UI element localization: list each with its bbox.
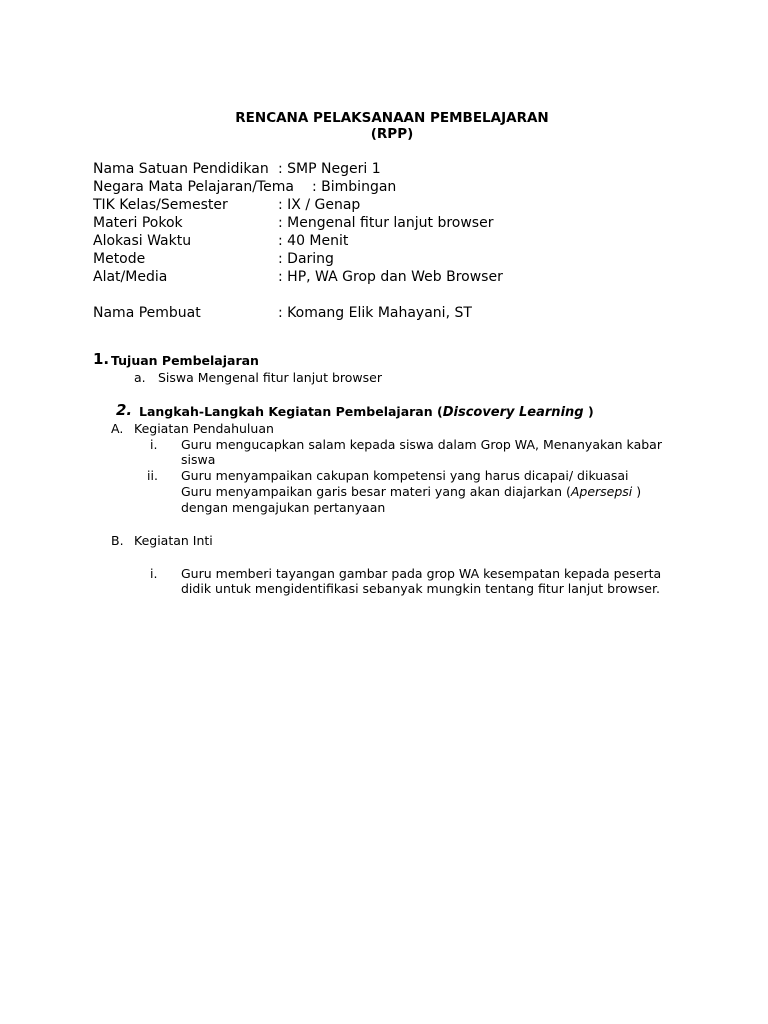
field-row: [93, 269, 503, 286]
field-label: TIK Kelas/Semester: [93, 197, 228, 213]
field-label: Alat/Media: [93, 269, 168, 285]
field-value: : HP, WA Grop dan Web Browser: [278, 269, 503, 285]
section-heading: Langkah-Langkah Kegiatan Pembelajaran (Discovery Learning ): [139, 404, 594, 420]
field-label: Alokasi Waktu: [93, 233, 192, 249]
list-item: Siswa Mengenal fitur lanjut browser: [158, 370, 382, 385]
field-label: Materi Pokok: [93, 215, 183, 231]
list-item-continuation: didik untuk mengidentifikasi sebanyak mungkin tentang fitur lanjut browser.: [181, 581, 660, 596]
subsection-title: Kegiatan Pendahuluan: [134, 421, 274, 436]
field-row: [93, 179, 397, 196]
field-value: : IX / Genap: [278, 197, 361, 213]
list-item: Guru menyampaikan garis besar materi yang akan diajarkan (Apersepsi ): [181, 484, 642, 499]
field-label: Negara Mata Pelajaran/Tema: [93, 179, 294, 195]
field-label: Nama Satuan Pendidikan: [93, 161, 269, 177]
field-label: Metode: [93, 251, 146, 267]
field-row: [93, 251, 334, 268]
list-item-continuation: dengan mengajukan pertanyaan: [181, 500, 386, 515]
document-subtitle: (RPP): [370, 126, 414, 142]
list-marker: i.: [150, 437, 158, 452]
field-row: [93, 161, 381, 178]
section-number: 2.: [116, 401, 133, 419]
field-value: : SMP Negeri 1: [278, 161, 381, 177]
list-marker: a.: [134, 370, 146, 385]
section-heading: Tujuan Pembelajaran: [111, 353, 259, 368]
document-title: RENCANA PELAKSANAAN PEMBELAJARAN: [235, 110, 549, 126]
subsection-title: Kegiatan Inti: [134, 533, 213, 548]
list-item: Guru mengucapkan salam kepada siswa dalam Grop WA, Menanyakan kabar: [181, 437, 662, 452]
field-row: [93, 197, 361, 214]
author-value: : Komang Elik Mahayani, ST: [278, 305, 472, 321]
field-value: : Mengenal fitur lanjut browser: [278, 215, 494, 231]
text-emphasis: Apersepsi: [570, 484, 633, 499]
heading-emphasis: Discovery Learning: [442, 405, 584, 420]
list-marker: ii.: [147, 468, 158, 483]
list-item: Guru menyampaikan cakupan kompetensi yang harus dicapai/ dikuasai: [181, 468, 629, 483]
field-value: : Bimbingan: [312, 179, 397, 195]
list-marker: A.: [111, 421, 124, 436]
author-label: Nama Pembuat: [93, 305, 201, 321]
field-value: : Daring: [278, 251, 334, 267]
list-marker: i.: [150, 566, 158, 581]
section-number: 1.: [93, 350, 110, 368]
field-value: : 40 Menit: [278, 233, 349, 249]
list-marker: B.: [111, 533, 124, 548]
field-row: [93, 233, 349, 250]
author-row: [93, 305, 472, 322]
list-item: Guru memberi tayangan gambar pada grop WA kesempatan kepada peserta: [181, 566, 662, 581]
list-item-continuation: siswa: [181, 452, 216, 467]
field-row: [93, 215, 494, 232]
